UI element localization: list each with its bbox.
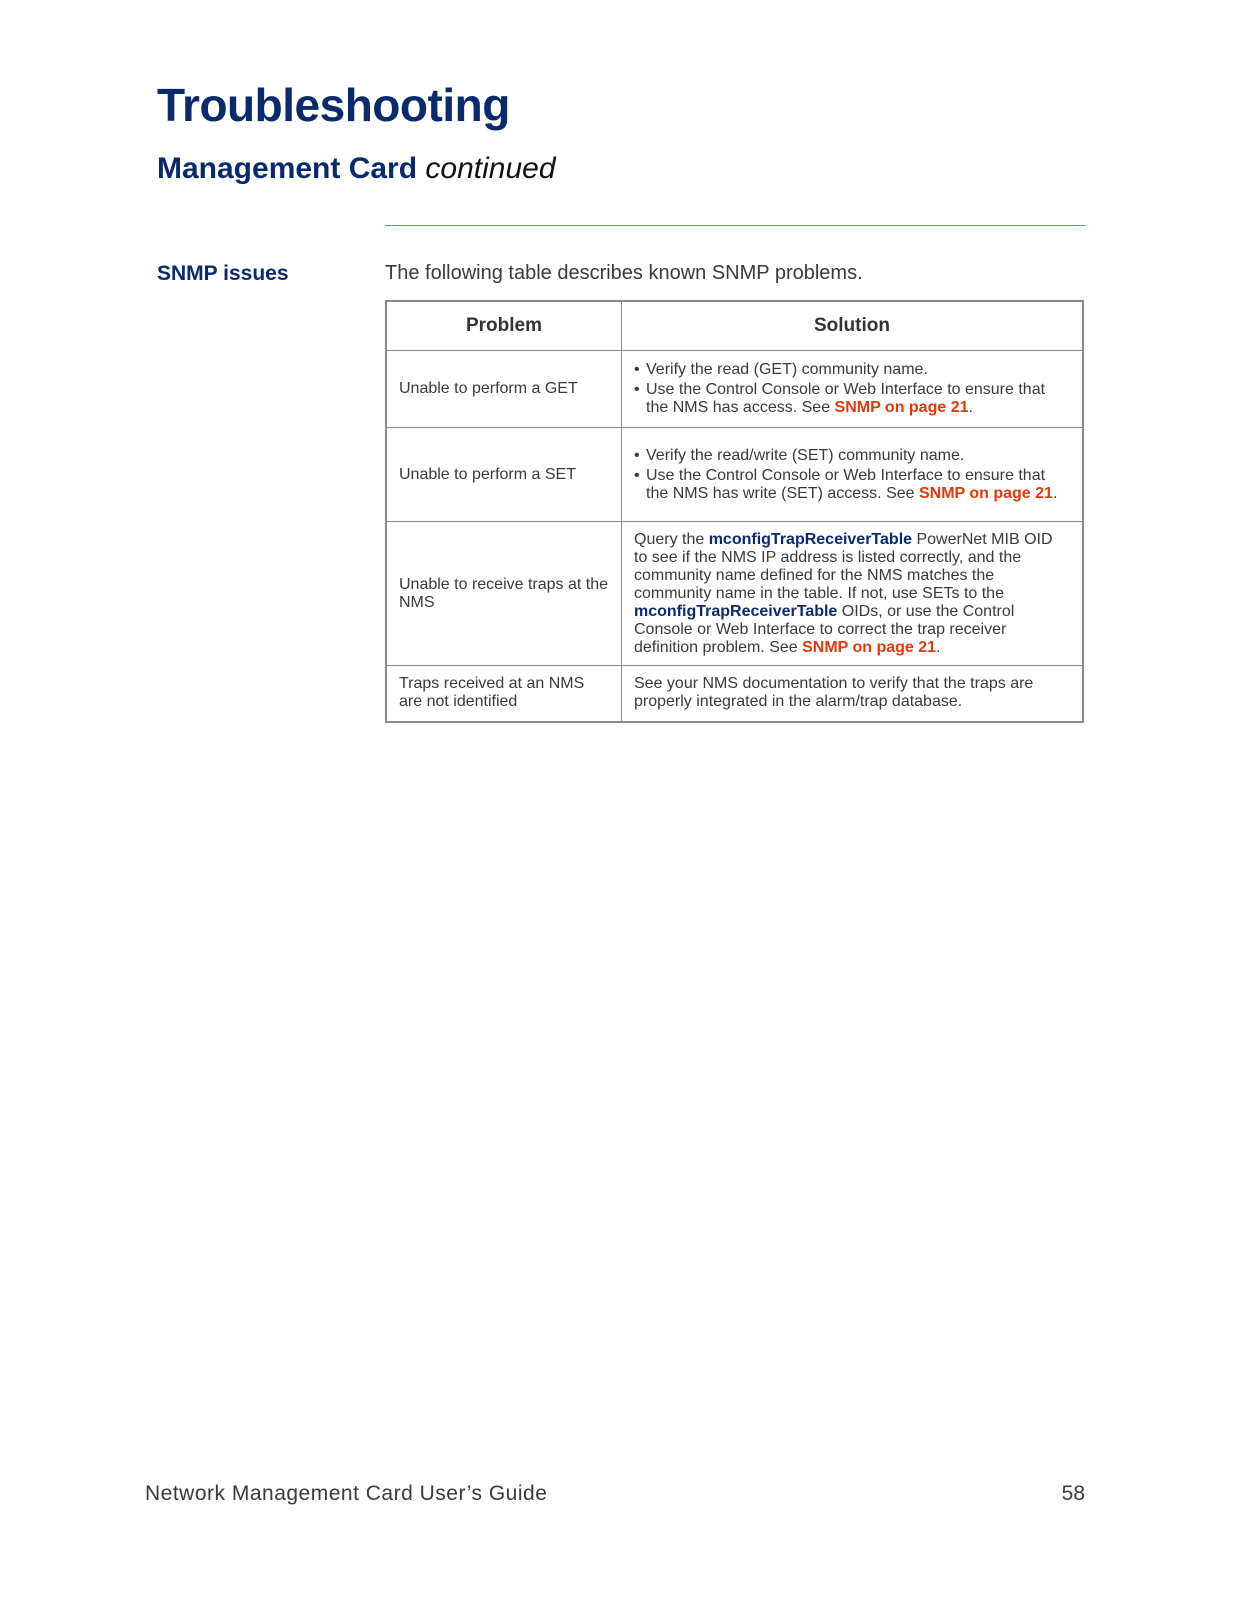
snmp-page-link[interactable]: SNMP on page 21	[802, 638, 937, 656]
problem-cell: Traps received at an NMS are not identified	[386, 666, 622, 722]
mib-table-name: mconfigTrapReceiverTable	[708, 530, 913, 548]
side-heading-snmp-issues: SNMP issues	[157, 262, 289, 285]
list-item	[634, 361, 1070, 379]
intro-text: The following table describes known SNMP problems.	[385, 262, 863, 284]
table-row	[386, 522, 1083, 666]
solution-cell	[622, 428, 1084, 522]
table-header-row	[386, 301, 1083, 351]
list-item	[634, 467, 1070, 503]
section-suffix: continued	[425, 152, 556, 185]
bullet-text: Verify the read (GET) community name.	[646, 361, 928, 378]
problem-cell: Unable to receive traps at the NMS	[386, 522, 622, 666]
problem-cell: Unable to perform a GET	[386, 351, 622, 428]
snmp-page-link[interactable]: SNMP on page 21	[834, 399, 969, 416]
problem-cell: Unable to perform a SET	[386, 428, 622, 522]
table-row	[386, 666, 1083, 722]
snmp-page-link[interactable]: SNMP on page 21	[918, 484, 1053, 502]
page-title: Troubleshooting	[157, 79, 510, 131]
list-item	[634, 447, 1070, 465]
snmp-problems-table	[385, 300, 1084, 723]
page-number: 58	[1061, 1482, 1085, 1505]
section-name: Management Card	[157, 152, 418, 185]
bullet-icon: •	[634, 361, 640, 378]
bullet-text: Verify the read/write (SET) community name.	[646, 446, 965, 464]
footer-title: Network Management Card User’s Guide	[145, 1482, 548, 1505]
bullet-icon: •	[634, 466, 640, 484]
bullet-text: Use the Control Console or Web Interface to ensure that the NMS has access. See SNMP on page 21.	[646, 381, 1046, 416]
solution-cell	[622, 351, 1084, 428]
section-divider	[385, 225, 1085, 226]
column-header-solution: Solution	[622, 301, 1084, 351]
table-row	[386, 428, 1083, 522]
table-row	[386, 351, 1083, 428]
list-item	[634, 381, 1070, 417]
solution-cell: Query the mconfigTrapReceiverTable PowerNet MIB OID to see if the NMS IP address is listed correctly, and the community name defined for the NMS matches the community name in the table. If not, use SETs to the mconfigTrapReceiverTable OIDs, or use the Control Console or Web Interface to correct the trap receiver definition problem. See SNMP on page 21.	[622, 522, 1084, 666]
bullet-icon: •	[634, 446, 640, 464]
bullet-text: Use the Control Console or Web Interface to ensure that the NMS has write (SET) access. See SNMP on page 21.	[646, 466, 1058, 502]
column-header-problem: Problem	[386, 301, 622, 351]
bullet-icon: •	[634, 381, 640, 398]
mib-table-name: mconfigTrapReceiverTable	[634, 602, 838, 620]
solution-cell: See your NMS documentation to verify that the traps are properly integrated in the alarm/trap database.	[622, 666, 1084, 722]
section-title	[157, 152, 556, 186]
